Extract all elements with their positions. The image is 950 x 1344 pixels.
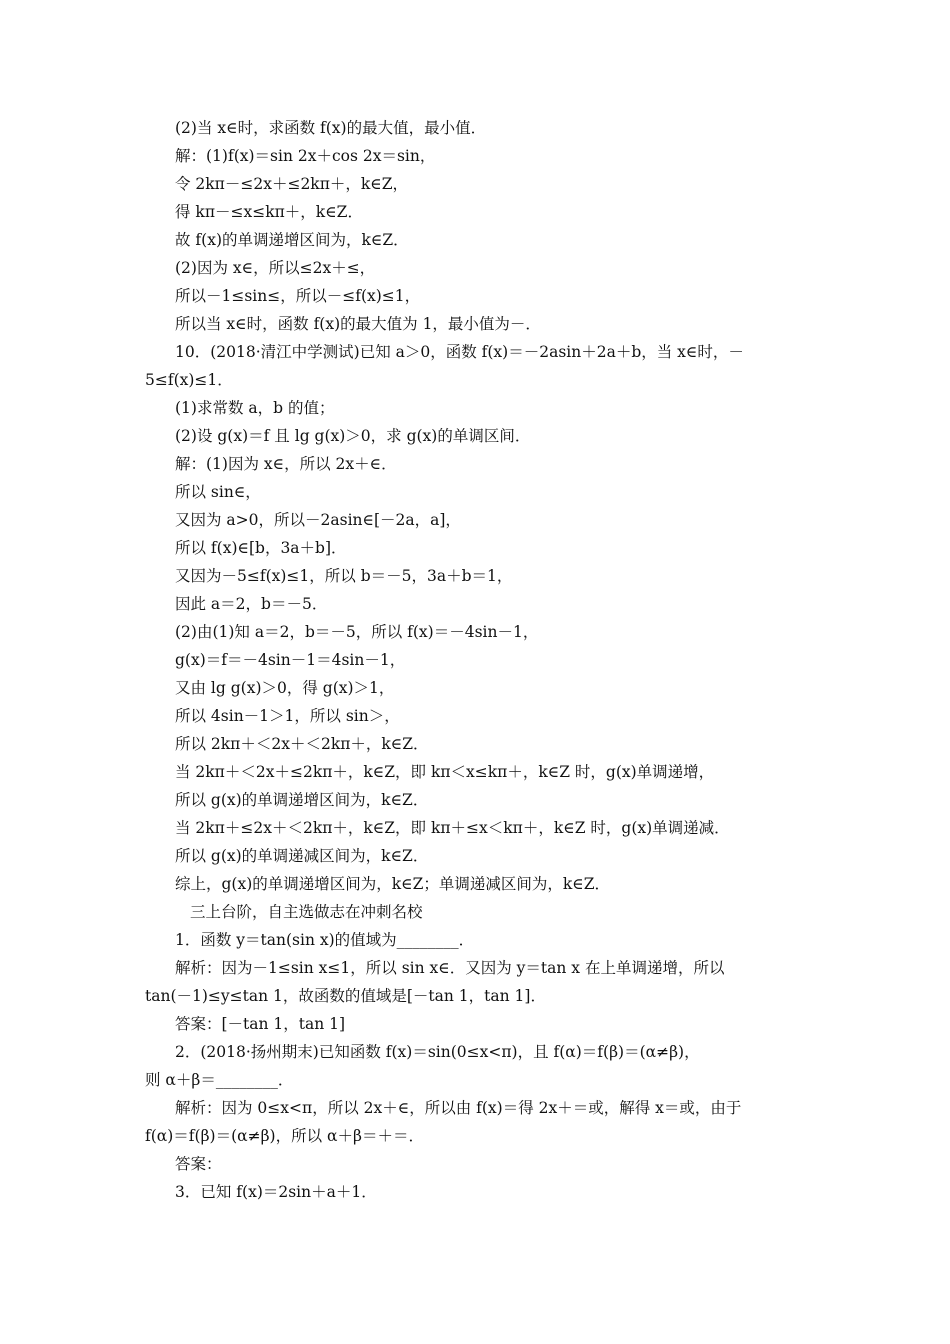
text-line: 所以 2kπ＋＜2x＋＜2kπ＋，k∈Z． [175,735,429,753]
text-line: 所以－1≤sin≤，所以－≤f(x)≤1， [175,287,421,305]
text-line: 所以 4sin－1＞1，所以 sin＞， [175,707,400,725]
text-line: 答案：[－tan 1，tan 1] [175,1015,346,1033]
text-line: (2)设 g(x)＝f 且 lg g(x)＞0，求 g(x)的单调区间． [175,427,531,445]
text-line: 2．(2018·扬州期末)已知函数 f(x)＝sin(0≤x<π)，且 f(α)＝f(β)＝(α≠β)， [175,1043,700,1061]
text-line: 1．函数 y＝tan(sin x)的值域为________． [175,931,475,949]
text-line: 解：(1)因为 x∈，所以 2x＋∈． [175,455,397,473]
text-line: 解析：因为 0≤x<π，所以 2x＋∈，所以由 f(x)＝得 2x＋＝或，解得 x＝或，由于 [175,1099,742,1117]
text-line: (2)由(1)知 a＝2，b＝－5，所以 f(x)＝－4sin－1， [175,623,539,641]
text-line: 解析：因为－1≤sin x≤1，所以 sin x∈．又因为 y＝tan x 在上单调递增，所以 [175,959,725,977]
text-line: 所以 g(x)的单调递减区间为，k∈Z． [175,847,429,865]
text-line: 答案： [175,1155,222,1173]
text-line: 又因为－5≤f(x)≤1，所以 b＝－5，3a＋b＝1， [175,567,513,585]
text-line: 当 2kπ＋＜2x＋≤2kπ＋，k∈Z，即 kπ＜x≤kπ＋，k∈Z 时，g(x)单调递增， [175,763,715,781]
text-line: 故 f(x)的单调递增区间为，k∈Z． [175,231,409,249]
text-line: 令 2kπ－≤2x＋≤2kπ＋，k∈Z， [175,175,409,193]
text-line: 5≤f(x)≤1． [145,371,233,389]
text-line: 解：(1)f(x)＝sin 2x＋cos 2x＝sin， [175,147,436,165]
text-line: 所以 g(x)的单调递增区间为，k∈Z． [175,791,429,809]
text-line: 因此 a＝2，b＝－5． [175,595,328,613]
text-line: f(α)＝f(β)＝(α≠β)，所以 α＋β＝＋＝． [145,1127,424,1145]
text-line: tan(－1)≤y≤tan 1，故函数的值域是[－tan 1，tan 1]． [145,987,546,1005]
text-line: (2)当 x∈时，求函数 f(x)的最大值，最小值． [175,119,487,137]
text-line: 得 kπ－≤x≤kπ＋，k∈Z． [175,203,363,221]
text-line: 则 α＋β＝________． [145,1071,294,1089]
text-line: 综上，g(x)的单调递增区间为，k∈Z；单调递减区间为，k∈Z． [175,875,611,893]
text-line: 所以 sin∈， [175,483,261,501]
text-line: 当 2kπ＋≤2x＋＜2kπ＋，k∈Z，即 kπ＋≤x＜kπ＋，k∈Z 时，g(x)单调递减． [175,819,730,837]
section-heading: 三上台阶，自主选做志在冲刺名校 [190,903,423,921]
text-line: 10．(2018·清江中学测试)已知 a＞0，函数 f(x)＝－2asin＋2a＋b，当 x∈时，－ [175,343,744,361]
text-line: 又因为 a>0，所以－2asin∈[－2a，a]， [175,511,461,529]
text-line: 又由 lg g(x)＞0，得 g(x)＞1， [175,679,395,697]
text-line: 所以当 x∈时，函数 f(x)的最大值为 1，最小值为－． [175,315,541,333]
text-line: 3．已知 f(x)＝2sin＋a＋1． [175,1183,377,1201]
text-line: g(x)＝f＝－4sin－1＝4sin－1， [175,651,406,669]
text-line: 所以 f(x)∈[b，3a＋b]． [175,539,347,557]
text-line: (1)求常数 a，b 的值； [175,399,335,417]
text-line: (2)因为 x∈，所以≤2x＋≤， [175,259,376,277]
